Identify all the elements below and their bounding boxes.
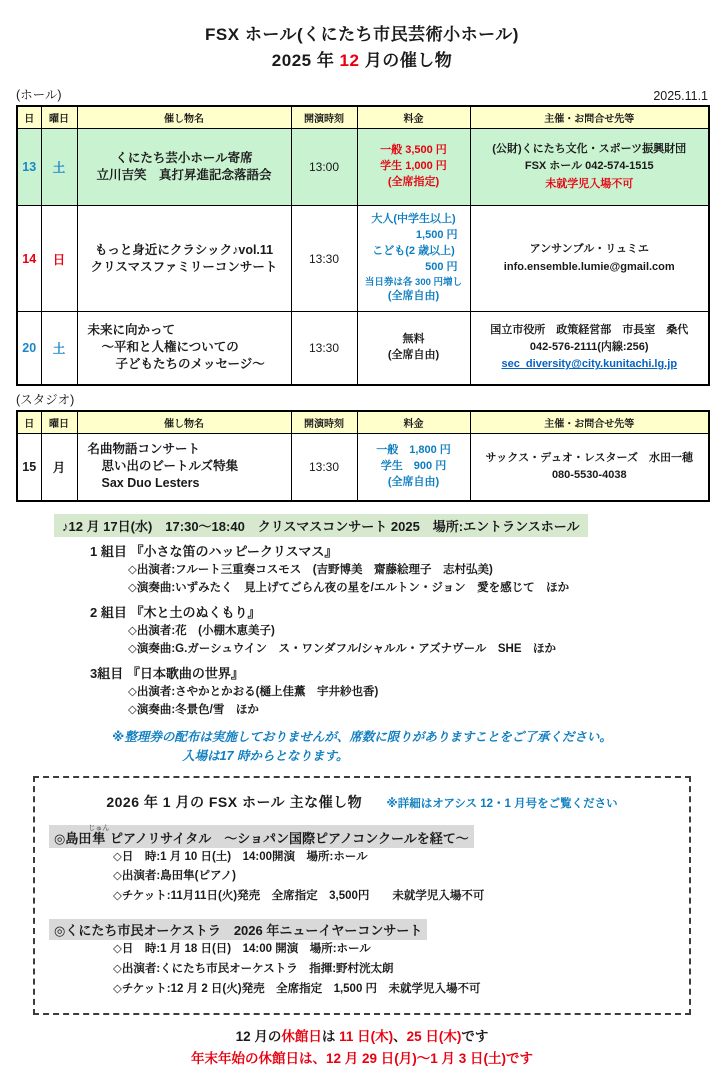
- event-name-cell: [77, 433, 291, 501]
- event-title-post: ピアノリサイタル ～ショパン国際ピアノコンクールを経て～: [106, 830, 469, 846]
- group-title: 3組目 『日本歌曲の世界』: [90, 665, 244, 681]
- organizer-line: (公財)くにたち文化・スポーツ振興財団: [492, 143, 687, 156]
- group-title: 2 組目 『木と土のぬくもり』: [90, 604, 261, 620]
- hall-table: [16, 105, 710, 386]
- box-title-row: [49, 792, 675, 812]
- page-title: [16, 22, 708, 73]
- event-datetime: ◇日 時:1 月 10 日(土) 14:00開演 場所:ホール: [113, 850, 368, 863]
- no-preschoolers-note: 未就学児入場不可: [545, 177, 634, 190]
- header-fee: 料金: [357, 106, 470, 129]
- weekday-cell: 土: [41, 129, 77, 206]
- weekday-cell: 月: [41, 433, 77, 501]
- box-event-1: [49, 825, 675, 907]
- event-name-line: 思い出のビートルズ特集: [101, 459, 239, 474]
- event-name-line: Sax Duo Lesters: [101, 476, 200, 491]
- header-event: 催し物名: [77, 106, 291, 129]
- event-ticket: ◇チケット:11月11日(火)発売 全席指定 3,500円 未就学児入場不可: [113, 889, 485, 902]
- header-day: 日: [17, 106, 41, 129]
- fee-cell: [357, 312, 470, 385]
- hall-header-row: [17, 106, 709, 129]
- next-month-box: [33, 776, 691, 1015]
- group-program: ◇演奏曲:冬景色/雪 ほか: [128, 703, 259, 716]
- fee-line: 1,500 円: [415, 228, 458, 241]
- closure-notice: [16, 1026, 708, 1071]
- event-name-line: 子どもたちのメッセージ～: [115, 357, 265, 372]
- concert-group-3: [16, 663, 708, 720]
- header-weekday: 曜日: [41, 411, 77, 434]
- fee-line: (全席自由): [387, 475, 440, 488]
- closure-line-1: [16, 1026, 708, 1048]
- event-name-line: ～平和と人権についての: [101, 340, 239, 355]
- fee-line: 500 円: [425, 260, 458, 273]
- meta-row: [16, 85, 708, 103]
- page-title-line1: FSX ホール(くにたち市民芸術小ホール): [205, 25, 519, 44]
- closure-seg: 25 日(木): [406, 1029, 462, 1045]
- concert-group-1: [16, 541, 708, 598]
- ticket-note: [112, 728, 612, 766]
- table-row: [17, 129, 709, 206]
- header-weekday: 曜日: [41, 106, 77, 129]
- box-event-2: [49, 919, 675, 999]
- studio-table: [16, 410, 710, 503]
- time-cell: 13:30: [291, 206, 357, 312]
- organizer-phone: 042-576-2111(内線:256): [529, 341, 649, 354]
- fee-line: (全席自由): [387, 348, 440, 361]
- fee-line: 学生 900 円: [380, 459, 447, 472]
- organizer-email: info.ensemble.lumie@gmail.com: [503, 260, 675, 273]
- day-cell: 15: [17, 433, 41, 501]
- ticket-note-line1: ※整理券の配布は実施しておりませんが、席数に限りがありますことをご了承ください。: [112, 730, 612, 745]
- event-name-cell: [77, 129, 291, 206]
- group-program: ◇演奏曲:G.ガーシュウイン ス・ワンダフル/シャルル・アズナヴール SHE ほか: [128, 643, 556, 656]
- event-name-cell: [77, 206, 291, 312]
- fee-line: 学生 1,000 円: [380, 160, 447, 173]
- box-title: 2026 年 1 月の FSX ホール 主な催し物: [106, 793, 363, 810]
- header-time: 開演時刻: [291, 106, 357, 129]
- day-cell: 20: [17, 312, 41, 385]
- group-program: ◇演奏曲:いずみたく 見上げてごらん夜の星を/エルトン・ジョン 愛を感じて ほか: [128, 582, 570, 595]
- day-cell: 13: [17, 129, 41, 206]
- box-detail-note: ※詳細はオアシス 12・1 月号をご覧ください: [386, 797, 618, 810]
- fee-line: こども(2 歳以上): [372, 244, 455, 257]
- hall-section-label: (ホール): [16, 88, 62, 102]
- christmas-concert-section: [16, 514, 708, 766]
- title-month: 12: [339, 50, 360, 70]
- header-organizer: 主催・お問合せ先等: [470, 411, 709, 434]
- time-cell: 13:30: [291, 433, 357, 501]
- christmas-concert-heading: ♪12 月 17日(水) 17:30～18:40 クリスマスコンサート 2025 場所:エントランスホール: [54, 514, 588, 537]
- weekday-cell: 土: [41, 312, 77, 385]
- fee-line: 一般 1,800 円: [376, 443, 451, 456]
- event-ticket: ◇チケット:12 月 2 日(火)発売 全席指定 1,500 円 未就学児入場不可: [113, 982, 481, 995]
- event-name-cell: [77, 312, 291, 385]
- event-name-line: 名曲物語コンサート: [87, 442, 201, 457]
- box-event-title: [49, 825, 474, 848]
- closure-seg: 休館日: [281, 1029, 322, 1045]
- issue-date: 2025.11.1: [653, 89, 708, 103]
- organizer-line: サックス・デュオ・レスターズ 水田一穂: [485, 451, 693, 464]
- organizer-phone: FSX ホール 042-574-1515: [524, 160, 654, 173]
- organizer-phone: 080-5530-4038: [551, 468, 627, 481]
- furigana-text: じゅん: [88, 824, 110, 832]
- table-row: [17, 312, 709, 385]
- event-name-line: 未来に向かって: [87, 323, 176, 338]
- event-performer: ◇出演者:くにたち市民オーケストラ 指揮:野村洸太朗: [113, 963, 394, 976]
- fee-line: 無料: [402, 332, 425, 345]
- group-title: 1 組目 『小さな笛のハッピークリスマス』: [90, 544, 338, 559]
- fee-cell: [357, 129, 470, 206]
- title-year: 2025 年: [271, 50, 340, 70]
- event-performer: ◇出演者:島田隼(ピアノ): [113, 870, 236, 883]
- ticket-note-line2: 入場は17 時からとなります。: [182, 749, 349, 764]
- header-day: 日: [17, 411, 41, 434]
- title-suffix: 月の催し物: [359, 50, 453, 70]
- studio-section-label: (スタジオ): [16, 392, 75, 407]
- header-organizer: 主催・お問合せ先等: [470, 106, 709, 129]
- closure-seg: 11 日(木): [339, 1029, 394, 1045]
- fee-cell: [357, 433, 470, 501]
- time-cell: 13:00: [291, 129, 357, 206]
- day-cell: 14: [17, 206, 41, 312]
- fee-line: 当日券は各 300 円増し: [364, 276, 463, 288]
- organizer-line: アンサンブル・リュミエ: [529, 243, 649, 256]
- header-time: 開演時刻: [291, 411, 357, 434]
- fee-line: 一般 3,500 円: [380, 144, 447, 157]
- furigana-ruby: [88, 824, 110, 846]
- event-name-line: くにたち芸小ホール寄席: [115, 151, 253, 166]
- time-cell: 13:30: [291, 312, 357, 385]
- organizer-email-link[interactable]: sec_diversity@city.kunitachi.lg.jp: [501, 358, 678, 371]
- weekday-cell: 日: [41, 206, 77, 312]
- event-datetime: ◇日 時:1 月 18 日(日) 14:00 開演 場所:ホール: [113, 943, 371, 956]
- event-name-line: もっと身近にクラシック♪vol.11: [94, 242, 274, 257]
- event-name-line: 立川吉笑 真打昇進記念落語会: [96, 168, 272, 182]
- page-title-line2: [16, 48, 708, 74]
- box-event-title: ◎くにたち市民オーケストラ 2026 年ニューイヤーコンサート: [49, 919, 427, 940]
- fee-line: (全席指定): [387, 175, 440, 188]
- event-name-line: クリスマスファミリーコンサート: [90, 259, 278, 274]
- closure-seg: 12 月の: [235, 1029, 282, 1045]
- group-performers: ◇出演者:さやかとかおる(樋上佳薫 宇井紗也香): [128, 685, 379, 698]
- header-fee: 料金: [357, 411, 470, 434]
- organizer-cell: [470, 312, 709, 385]
- fee-line: 大人(中学生以上): [371, 212, 456, 225]
- closure-seg: は: [321, 1029, 340, 1045]
- closure-seg: です: [461, 1029, 489, 1045]
- closure-line-2: 年末年始の休館日は、12 月 29 日(月)～1 月 3 日(土)です: [190, 1051, 534, 1067]
- group-performers: ◇出演者:フルート三重奏コスモス (吉野博美 齋藤絵理子 志村弘美): [128, 564, 493, 576]
- table-row: [17, 433, 709, 501]
- closure-seg: 、: [393, 1029, 407, 1045]
- concert-group-2: [16, 602, 708, 659]
- organizer-cell: [470, 433, 709, 501]
- organizer-line: 国立市役所 政策経営部 市長室 桑代: [490, 324, 689, 337]
- event-title-pre: ◎島田: [54, 830, 92, 846]
- group-performers: ◇出演者:花 (小棚木恵美子): [128, 624, 275, 637]
- studio-header-row: [17, 411, 709, 434]
- furigana-base: 隼: [88, 830, 110, 846]
- table-row: [17, 206, 709, 312]
- fee-cell: [357, 206, 470, 312]
- header-event: 催し物名: [77, 411, 291, 434]
- organizer-cell: [470, 129, 709, 206]
- fee-line: (全席自由): [387, 290, 440, 303]
- organizer-cell: [470, 206, 709, 312]
- ticket-note-wrap: [16, 728, 708, 766]
